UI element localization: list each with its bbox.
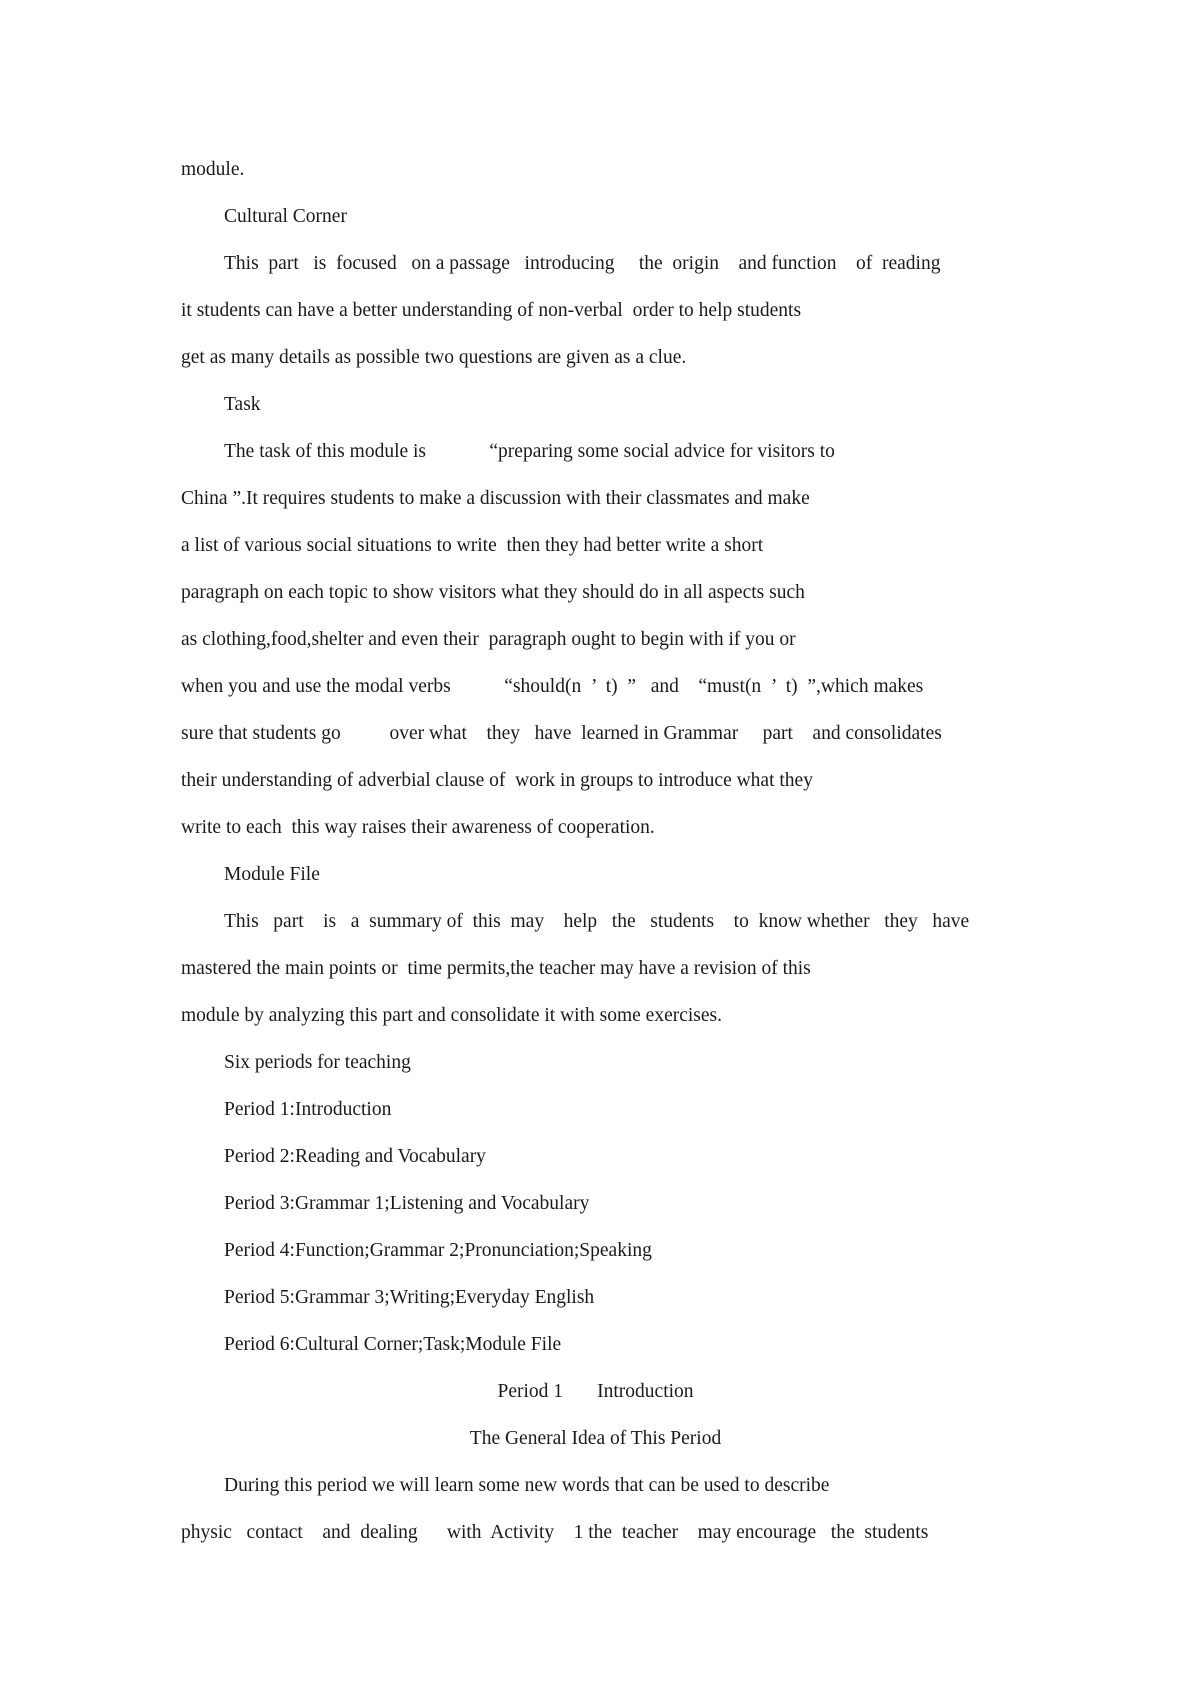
period-list-item: Period 6:Cultural Corner;Task;Module File [224,1334,562,1355]
period-list-item: Period 5:Grammar 3;Writing;Everyday English [224,1287,595,1308]
section-heading-task: Task [224,394,261,415]
text-line: physic contact and dealing with Activity 1 the teacher may encourage the students [181,1522,929,1543]
text-line: a list of various social situations to write then they had better write a short [181,535,764,556]
text-line: This part is focused on a passage introducing the origin and function of reading [224,253,941,274]
period-title: Period 1 Introduction [497,1381,694,1402]
period-list-item: Period 4:Function;Grammar 2;Pronunciation;Speaking [224,1240,652,1261]
period-list-item: Period 1:Introduction [224,1099,392,1120]
section-heading-six-periods: Six periods for teaching [224,1052,411,1073]
text-line: get as many details as possible two questions are given as a clue. [181,347,687,368]
text-line: sure that students go over what they have learned in Grammar part and consolidates [181,723,942,744]
text-line: During this period we will learn some new words that can be used to describe [224,1475,830,1496]
text-line: as clothing,food,shelter and even their paragraph ought to begin with if you or [181,629,796,650]
period-list-item: Period 3:Grammar 1;Listening and Vocabulary [224,1193,590,1214]
text-line: paragraph on each topic to show visitors what they should do in all aspects such [181,582,805,603]
section-heading-module-file: Module File [224,864,320,885]
text-line: write to each this way raises their awareness of cooperation. [181,817,655,838]
text-line: mastered the main points or time permits,the teacher may have a revision of this [181,958,811,979]
text-line: This part is a summary of this may help the students to know whether they have [224,911,970,932]
section-heading-cultural-corner: Cultural Corner [224,206,347,227]
text-line: it students can have a better understanding of non-verbal order to help students [181,300,802,321]
text-line: when you and use the modal verbs “should(n ’ t) ” and “must(n ’ t) ”,which makes [181,676,924,697]
text-line: China ”.It requires students to make a discussion with their classmates and make [181,488,810,509]
period-list-item: Period 2:Reading and Vocabulary [224,1146,486,1167]
text-line: module. [181,159,245,180]
period-subtitle: The General Idea of This Period [469,1428,722,1449]
text-line: their understanding of adverbial clause of work in groups to introduce what they [181,770,813,791]
text-line: The task of this module is “preparing some social advice for visitors to [224,441,835,462]
text-line: module by analyzing this part and consolidate it with some exercises. [181,1005,722,1026]
